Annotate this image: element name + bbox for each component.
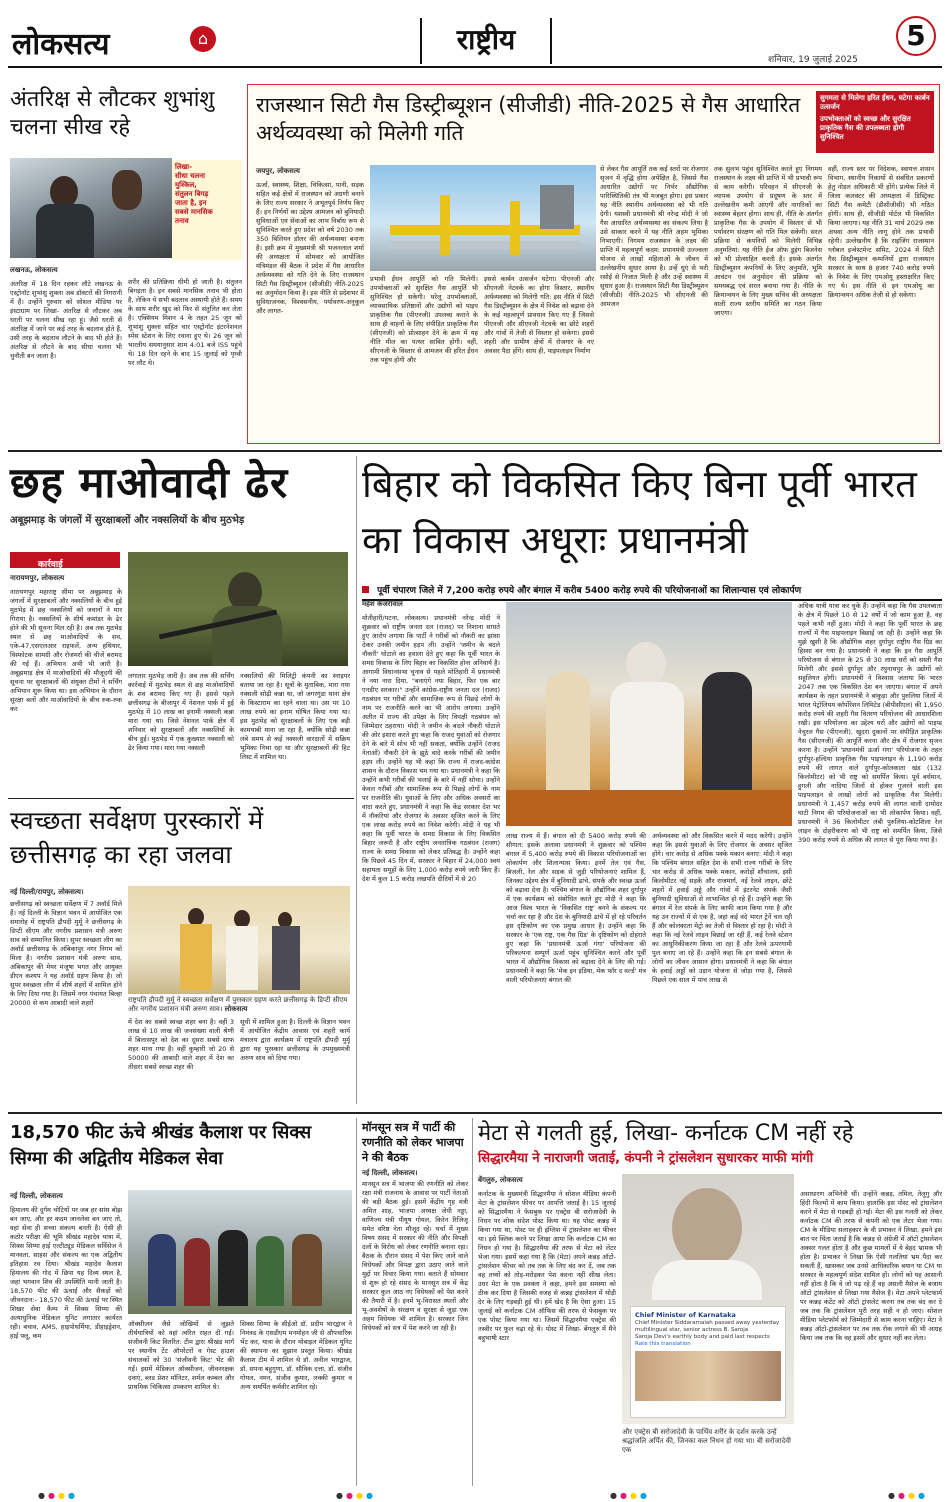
brand-name: लोकसत्य bbox=[12, 27, 110, 62]
bullet-square-icon bbox=[362, 586, 369, 593]
section-title: राष्ट्रीय bbox=[420, 18, 552, 64]
meta-headline: मेटा से गलती हुई, लिखा- कर्नाटक CM नहीं रहे bbox=[478, 1121, 854, 1146]
cgd-bullet: सुगमता से मिलेगा हरित ईंधन, घटेगा कार्बन उत्सर्जन bbox=[820, 94, 930, 111]
masthead bbox=[8, 8, 942, 70]
bjp-col1: मानसून सत्र में भाजपा की रणनीति को लेकर रक्षा मंत्री राजनाथ के आवास पर पार्टी नेताओं की बड़ी बैठक हुई। इसमें केंद्रीय गृह मंत्री अमित शाह, भाजपा अध्यक्ष जेपी नड्डा, वाणिज्य मंत्री पीयूष गोयल, किरेन रिजिजू समेत वरिष्ठ नेता मौजूद रहे। चर्चा में मुख्य विषय संसद में सरकार की नीति और विपक्षी दलों के विरोध को लेकर रणनीति बनाना रहा। बैठक के दौरान संसद में पेश किए जाने वाले विधेयकों और विपक्ष द्वारा उठाए जाने वाले मुद्दों पर विचार किया गया। बताते हैं सोमवार से शुरू हो रहे संसद के मानसून सत्र में केंद्र सरकार कुल आठ नए विधेयकों को पेश करने की तैयारी में है। इनमें भू-विरासत स्थलों और भू-अवशेषों के संरक्षण व सुरक्षा से जुड़ा एक अहम विधेयक भी शामिल है। सरकार जिन विधेयकों को सत्र में पेश करने जा रही है। bbox=[362, 1180, 468, 1332]
pm-col2: लाख राज्य में हैं। बंगाल को दी 5400 करोड़ रुपये की सौगात: इसके अलावा प्रधानमंत्री ने शुक्रवार को पश्चिम बंगाल में 5,400 करोड़ रुपये की विकास परियोजनाओं का लोकार्पण और शिलान्यास किया। इनमें तेल एवं गैस, बिजली, रेल और सड़क से जुड़ी परियोजनाएं शामिल हैं, जिनका उद्देश्य क्षेत्र में बुनियादी ढांचे, संपर्क और स्वच्छ ऊर्जा को बढ़ावा देना है। पश्चिम बंगाल के औद्योगिक शहर दुर्गापुर में एक कार्यक्रम को संबोधित करते हुए मोदी ने कहा कि आज विश्व भारत के 'विकसित राष्ट्र' बनने के संकल्प पर चर्चा कर रहा है और देश के बुनियादी ढांचे में हो रहे परिवर्तन इस दृष्टिकोण का एक प्रमुख आधार है। उन्होंने कहा कि सरकार के 'एक राष्ट्र, एक गैस ग्रिड' के दृष्टिकोण को दोहराते हुए कहा कि 'प्रधानमंत्री ऊर्जा गंगा' परियोजना की परिकल्पना सम्पूर्ण ऊर्जा पहुंच सुनिश्चित करने और पूर्वी भारत में औद्योगिक विकास को बढ़ावा देने के लिए की गई। प्रधानमंत्री ने कहा कि 'मेक इन इंडिया, मेक फॉर द वर्ल्ड' मंत्र वाली परियोजनाएं बंगाल की bbox=[506, 832, 646, 984]
space-dateline: लखनऊ, लोकसत्य bbox=[10, 266, 58, 274]
shrikhand-headline: 18,570 फीट ऊंचे श्रीखंड कैलाश पर सिक्स सिग्मा की अद्वितीय मेडिकल सेवा bbox=[10, 1122, 312, 1169]
page-number-badge: 5 bbox=[896, 16, 936, 56]
cgd-col1: ऊर्जा, स्वास्थ्य, शिक्षा, चिकित्सा, पानी, सड़क सहित कई क्षेत्रों में राजस्थान को अग्रणी बनाने के लिए राज्य सरकार ने अभूतपूर्व निर्णय किए हैं। इन निर्णयों का उद्देश्य आमजन को बुनियादी सुविधाओं एवं सेवाओं का लाभ निर्बाध रूप से सुनिश्चित करते हुए प्रदेश को वर्ष 2030 तक 350 बिलियन डॉलर की अर्थव्यवस्था बनाना है। इसी क्रम में मुख्यमंत्री श्री भजनलाल शर्मा की अध्यक्षता में सोमवार को आयोजित मंत्रिमंडल की बैठक ने प्रदेश में गैस आधारित अर्थव्यवस्था को गति देने के लिए राजस्थान सिटी गैस डिस्ट्रीब्यूशन (सीजीडी) नीति-2025 का अनुमोदन किया है। इस नीति से प्रदेशभर में सुविधाजनक, विश्वसनीय, पर्यावरण-अनुकूल और लागत- bbox=[256, 181, 364, 315]
space-callout-line: लिखा- bbox=[175, 163, 193, 171]
space-callout-line: सबसे मानसिक bbox=[175, 208, 213, 216]
page-date: शनिवार, 19 जुलाई 2025 bbox=[768, 55, 858, 65]
story-space bbox=[10, 86, 242, 367]
swachh-caption: राष्ट्रपति द्रौपदी मुर्मू ने स्वच्छता सर्वेक्षण में पुरस्कार ग्रहण करते छत्तीसगढ़ के डिप्टी सीएम और नगरीय प्रशासन मंत्री अरुण साव। लोकसत्य bbox=[128, 996, 348, 1013]
cgd-col6: वहीं, राज्य स्तर पर निदेशक, स्वायत्त शासन विभाग, स्थानीय निकायों से संबंधित प्रकरणों हेतु नोडल अधिकारी भी होंगे। प्रत्येक जिले में जिला कलक्टर की अध्यक्षता में डिस्ट्रिक्ट सिटी गैस कमेटी (डीसीजीसी) भी गठित होगी। साथ ही, सीजीडी पोर्टल भी विकसित किया जाएगा। यह नीति 31 मार्च 2029 तक अथवा अन्य नीति लागू होने तक प्रभावी रहेगी। उल्लेखनीय है कि राइजिंग राजस्थान ग्लोबल इन्वेस्टमेन्ट समिट, 2024 में सिटी गैस डिस्ट्रीब्यूशन कम्पनियों द्वारा राजस्थान सरकार के साथ 8 हजार 740 करोड़ रुपये के निवेश के लिए एमओयू हस्ताक्षरित किए गए थे। इस नीति से इन एमओयू का क्रियान्वयन अधिक तेजी से हो सकेगा। bbox=[828, 165, 934, 299]
story-meta bbox=[478, 1120, 942, 1486]
meta-fb-post bbox=[630, 1306, 786, 1418]
maoist-col2: लगातार मुठभेड़ जारी है। अब तक की सर्चिंग कार्रवाई में मुठभेड़ स्थल से छह माओवादियों के शव बरामद किए गए हैं। इससे पहले छत्तीसगढ़ के बीजापुर में नेशनल पार्क में हुई मुठभेड़ में 10 लाख का इनामी नक्सली कन्ना मारा गया था। जिसे नेशनल पार्क क्षेत्र में शनिवार को सुरक्षाबलों और नक्सलियों के बीच हुई। मुठभेड़ में एक कुख्यात नक्सली को ढेर किया गया। मारा गया नक्सली bbox=[128, 672, 234, 752]
brand-logo bbox=[12, 22, 222, 62]
space-callout-line: मुश्किल, bbox=[175, 181, 197, 189]
meta-dateline: बेंगलुरु, लोकसत्य bbox=[478, 1176, 523, 1184]
maoist-dateline: नारायणपुर, लोकसत्य bbox=[10, 574, 65, 582]
meta-fb-line: Chief Minister Siddaramaiah passed away yesterday bbox=[635, 1320, 780, 1326]
pm-photo-rally bbox=[506, 602, 792, 826]
swachh-photo-award bbox=[128, 886, 350, 994]
space-photo bbox=[10, 158, 172, 258]
shrikhand-col2: ऑक्सीजन जैसे जोखिमों से जूझते तीर्थयात्रियों को वहां त्वरित राहत दी गई। संजीवनी किट वितरित: टीम द्वारा श्रीखंड मार्ग पर स्थानीय टेंट ऑपरेटरों व गेस्ट हाउस संचालकों को 30 'संजीवनी किट' भेंट की गईं। इसमें मेडिकल ऑक्सीजन, जीवनरक्षक दवाएं, ब्लड प्रेशर मॉनिटर, शर्मल कम्बल और प्राथमिक चिकित्सा उपकरण शामिल थे। bbox=[128, 1320, 234, 1391]
shrikhand-dateline: नई दिल्ली, लोकसत्य bbox=[10, 1192, 63, 1200]
space-body-col1: अंतरिक्ष में 18 दिन रहकर लौटे लखनऊ के एस्ट्रोनॉट शुभांशु शुक्ला अब डॉक्टरों की निगरानी में हैं। उन्होंने गुरुवार को सोशल मीडिया पर इंस्टाग्राम पर लिखा- अंतरिक्ष से लौटकर अब धरती पर चलना सीख रहा हूं। जैसे धरती से अंतरिक्ष में जाने पर कई तरह के बदलाव होते हैं, उसी तरह के बदलाव लौटने के बाद भी होते हैं। अंतरिक्ष से लौटने के बाद सीधा चलना भी चुनौती बन जाता है। bbox=[10, 280, 122, 360]
space-body-col2: शरीर की प्रतिक्रिया धीमी हो जाती है। संतुलन बिगड़ता है। इन सबसे मानसिक तनाव भी होता है, लेकिन ये सभी बदलाव अस्थायी होते हैं। समय के साथ शरीर खुद को फिर से संतुलित कर लेता है। एक्सियम मिशन 4 के तहत 25 जून को शुभांशु शुक्ला सहित चार एस्ट्रोनॉट इंटरनेशनल स्पेस स्टेशन के लिए रवाना हुए थे। 26 जून को भारतीय समयानुसार शाम 4:01 बजे ISS पहुंचे थे। 18 दिन रहने के बाद 15 जुलाई को पृथ्वी पर लौट थे। bbox=[128, 278, 242, 367]
maoist-headline: छह माओवादी ढेर bbox=[10, 458, 289, 507]
cgd-col5: तक सुलभ पहुंच सुनिश्चित करते हुए निगमय राजस्थान के लक्ष्य की प्राप्ति में भी प्रभावी रूप से काम करेगी। परिवहन में सीएनजी के व्यापक उपयोग से प्रदूषण के स्तर में उल्लेखनीय कमी आएगी और नागरिकों का स्वास्थ्य बेहतर होगा। साथ ही, नीति के अंतर्गत प्राकृतिक गैस के उपयोग में विस्तार से भी पर्यावरण संरक्षण को गति मिल सकेगी। सरल प्रक्रिया से कंपनियों को मिलेगी विभिन्न अनुमतियां: यह नीति ईज ऑफ डूइंग बिजनेस को भी प्रोत्साहित करती है। इसके अंतर्गत डिस्ट्रीब्यूशन कंपनियों के लिए अनुमति, भूमि आवंटन एवं अनुमोदन की प्रक्रिया को समयबद्ध एवं सरल बनाया गया है। नीति के क्रियान्वयन के लिए मुख्य सचिव की अध्यक्षता वाली राज्य स्तरीय समिति का गठन किया जाएगा। bbox=[714, 165, 822, 317]
pm-col3: अर्थव्यवस्था को और विकसित करने में मदद करेंगी। उन्होंने कहा कि इससे युवाओं के लिए रोजगार के अवसर सृजित होंगे। चार करोड़ से अधिक पक्के मकान बनाए: मोदी ने कहा कि पश्चिम बंगाल सहित देश के सभी राज्य गरीबों के लिए चार करोड़ से अधिक पक्के मकान, करोड़ों शौचालय, इसी किलोमीटर नई सड़कें और राजमार्ग, नई रेलवे लाइन, छोटे शहरों में हवाई अड्डे और गांवों में इंटरनेट संपर्क जैसी बुनियादी सुविधाओं से लाभान्वित हो रहे हैं। उन्होंने कहा कि बंगाल में रेल संपर्क के लिए काफी काम किया गया है और यह उन राज्यों में से एक है, जहां कई वंदे भारत ट्रेनें चल रही हैं और कोलकाता मेट्रो का तेजी से विस्तार हो रहा है। मोदी ने कहा कि नई रेलवे लाइन बिछाई जा रही हैं, कई रेलवे स्टेशन का आधुनिकीकरण किया जा रहा है और रेलवे ऊपरगामी पुल बनाए जा रहे हैं। उन्होंने कहा कि इन सबसे बंगाल के लोगों का जीवन आसान होगा। प्रधानमंत्री ने कहा कि बंगाल के हवाई अड्डों को उड़ान योजना से जोड़ा गया है, जिससे पिछले एक साल में पांच लाख से bbox=[652, 832, 792, 984]
cgd-photo-gas-pipeline bbox=[370, 165, 596, 271]
pm-headline: बिहार को विकसित किए बिना पूर्वी भारत का विकास अधूराः प्रधानमंत्री bbox=[362, 462, 917, 562]
story-swachh bbox=[10, 804, 350, 1104]
meta-col1: कर्नाटक के मुख्यमंत्री सिद्धारमैया ने सोशल मीडिया कंपनी मेटा के ट्रांसलेशन फीचर पर आपत्ति जताई है। 15 जुलाई को सिद्धारमैया ने फेसबुक पर एक्ट्रेस बी सरोजादेवी के निधन पर शोक संदेश पोस्ट किया था। यह पोस्ट कन्नड़ में किया गया था, पोस्ट पर ही इंग्लिश में ट्रांसलेशन का फीचर था। इसे क्लिक करने पर लिखा आया कि कर्नाटक CM का निधन हो गया है। सिद्धारमैया की तरफ से मेटा को लेटर भेजा गया। इसमें कहा गया है कि (मेटा) अपने कन्नड़ ऑटो-ट्रांसलेशन फीचर को तब तक के लिए बंद कर दें, जब तक वह तथ्यों को तोड़-मरोड़कर पेश करना नहीं सीख लेता। उधर मेटा के एक प्रवक्ता ने कहा, हमने इस समस्या को ठीक कर दिया है जिसकी वजह से कन्नड़ ट्रांसलेशन में थोड़ी देर के लिए गड़बड़ी हुई थी। हमें खेद है कि ऐसा हुआ। 15 जुलाई को कर्नाटक CM ऑफिस की तरफ से फेसबुक पर एक पोस्ट किया गया था। जिसमें सिद्धारमैया एक्ट्रेस की तस्वीर पर फूल चढ़ा रहे थे। पोस्ट में लिखा- बेंगलुरु में मैंने बहुभाषी स्टार bbox=[478, 1190, 616, 1342]
space-headline: अंतरिक्ष से लौटकर शुभांशु चलना सीख रहे bbox=[10, 87, 215, 140]
home-icon: ⌂ bbox=[190, 26, 216, 52]
space-callout-line: तनाव bbox=[175, 217, 189, 225]
space-callout bbox=[172, 160, 242, 260]
meta-fb-author: Chief Minister of Karnataka bbox=[635, 1311, 736, 1319]
meta-caption: और एक्ट्रेस बी सरोजादेवी के पार्थिव शरीर के दर्शन करके उन्हें श्रद्धांजलि अर्पित की, जिनका कल निधन हो गया था। बी सरोजादेवी एक bbox=[622, 1428, 791, 1454]
maoist-tag: कार्रवाई bbox=[10, 552, 120, 568]
cgd-bullets bbox=[816, 91, 934, 153]
swachh-col2: में देश का सबसे स्वच्छ शहर बना है। वहीं 3 लाख से 10 लाख की जनसंख्या वाली श्रेणी में बिलासपुर को देश का दूसरा सबसे साफ शहर माना गया है। वहीं कुम्हारी जो 20 से 50000 की आबादी वाले शहर में देश का तीसरा सबसे स्वच्छ शहर की bbox=[128, 1018, 234, 1071]
swachh-dateline: नई दिल्ली/रायपुर, लोकसत्य। bbox=[10, 888, 84, 896]
bjp-headline: मॉनसून सत्र में पार्टी की रणनीति को लेकर भाजपा ने की बैठक bbox=[362, 1121, 464, 1164]
pm-col1: मोतीहारी/पटना, लोकसत्य। प्रधानमंत्री नरेन्द्र मोदी ने शुक्रवार को राष्ट्रीय जनता दल (राजद) पर निशाना साधते हुए आरोप लगाया कि पार्टी ने गरीबों को नौकरी का झांसा देकर उनकी जमीन हड़प ली। उन्होंने 'जमीन के बदले नौकरी' घोटाले का हवाला देते हुए कहा कि पूर्वी भारत के समग्र विकास के लिए बिहार का विकसित होना अनिवार्य है। आगामी विधानसभा चुनाव से पहले मोतिहारी में प्रधानमंत्री ने नया नारा दिया, "बनाएंगे नया बिहार, फिर एक बार एनडीए सरकार।" उन्होंने कांग्रेस-राष्ट्रीय जनता दल (राजद) गठबंधन पर गरीबों और सामाजिक रूप से पिछड़े लोगों के नाम पर राजनीति करने का भी आरोप लगाया। उन्होंने अतीत में राज्य की उपेक्षा के लिए विपक्षी गठबंधन को जिम्मेदार ठहराया। मोदी ने जमीन के बदले नौकरी घोटाले की ओर इशारा करते हुए कहा कि राजद युवाओं को रोजगार देने के बारे में सोच भी नहीं सकता, क्योंकि उन्होंने (राजद नेताओं) नौकरी देने के झूठे वादे करके गरीबों की जमीन हड़प ली। उन्होंने यह भी कहा कि राज्य में राजद-कांग्रेस शासन के दौरान विकास थम गया था। प्रधानमंत्री ने कहा कि उन्होंने कभी गरीबों की भलाई के बारे में नहीं सोचा। उन्होंने केवल गरीबों और सामाजिक रूप से पिछड़े लोगों के नाम पर राजनीति की। युवाओं के लिए और अधिक अवसरों का वादा करते हुए, प्रधानमंत्री ने कहा कि केंद्र सरकार देश भर में नौकरियां और रोजगार के अवसर सृजित करने के लिए एक लाख करोड़ रुपये का निवेश करेगी। मोदी ने यह भी कहा कि पूर्वी भारत के समग्र विकास के लिए विकसित बिहार जरूरी है और राष्ट्रीय जनतांत्रिक गठबंधन (राजग) राज्य के समग्र विकास को लेकर प्रतिबद्ध है। उन्होंने कहा कि पिछले 45 दिन में, सरकार ने बिहार में 24,000 स्वयं सहायता समूहों के लिए 1,000 करोड़ रुपये जारी किए हैं। देश में कुल 1.5 करोड़ लखपति दीदियों में से 20 bbox=[362, 614, 500, 883]
swachh-col1: छत्तीसगढ़ को स्वच्छता सर्वेक्षण में 7 अवॉर्ड मिले हैं। नई दिल्ली के विज्ञान भवन में आयोजित एक समारोह में राष्ट्रपति द्रौपदी मुर्मू ने छत्तीसगढ़ के डिप्टी सीएम और नगरीय प्रशासन मंत्री अरुण साव को सम्मानित किया। सुपर स्वच्छता लीग का अवॉर्ड छत्तीसगढ़ के अंबिकापुर नगर निगम को मिला है। नगरीय प्रशासन मंत्री अरुण साव, अंबिकापुर की मेयर मंजूषा भगत और आयुक्त डीएन कश्यप ने यह अवॉर्ड ग्रहण किया है। जो सुपर स्वच्छता लीग में शीर्ष शहरों में शामिल होने के लिए दिया गया है। जिसमें नगर पंचायत बिल्हा 20000 से कम आबादी वाले शहरों bbox=[10, 900, 122, 1007]
space-callout-line: जाता है, इन bbox=[175, 199, 207, 207]
story-maoist bbox=[10, 456, 350, 796]
footer-color-marks: ● ● ● ● ● ● ● ● ● ● ● ● ● ● ● ● bbox=[38, 1491, 925, 1500]
shrikhand-col1: हिमालय की दुर्गम चोटियों पर जब हर सांस बोझ बन जाए, और हर कदम जानलेवा बन जाए तो, वहां सेवा ही सच्चा संकल्प बनती है। ऐसी ही कठोर परीक्षा की भूमि श्रीखंड महादेव यात्रा में, सिक्स सिग्मा हाई एल्टीट्यूड मेडिकल सर्विसेज ने मानवता, साहस और संकल्प का एक अद्वितीय इतिहास रच दिया। श्रीखंड महादेव कैलाश हिमालय की गोद में छिपा यह दिव्य स्थल है, जहां भगवान शिव की उपस्थिति मानी जाती है। 18,570 फीट की ऊंचाई और सैकड़ों को जीवनदान:- 18,570 फीट की ऊंचाई पर स्थित शिखर सेवा कैम्प में सिक्स सिग्मा की अत्याधुनिक मेडिकल यूनिट लगातार कार्यरत रही। बचाव, AMS, हाइपोथर्मिया, डीहाइड्रेशन, हाई फ्लू, कम bbox=[10, 1206, 122, 1340]
pm-subhead: पूर्वी चंपारण जिले में 7,200 करोड़ रुपये और बंगाल में करीब 5400 करोड़ रुपये की परियोजनाओं का शिलान्यास एवं लोकार्पण bbox=[362, 578, 942, 601]
cgd-col3: इससे कार्बन उत्सर्जन घटेगा। पीएनजी और सीएनजी नेटवर्क का होगा विस्तार, स्थानीय अर्थव्यवस्था को मिलेगी गति: इस नीति में सिटी गैस डिस्ट्रीब्यूशन के क्षेत्र में निवेश को बढ़ावा देने के कई महत्वपूर्ण प्रावधान किए गए हैं जिससे पीएनजी और सीएनजी नेटवर्क का छोटे शहरों और गांवों में तेजी से विस्तार हो सकेगा। इससे शहरी और ग्रामीण क्षेत्रों में रोजगार के नए अवसर पैदा होंगे। साथ ही, पाइपलाइन निर्माण bbox=[484, 275, 594, 355]
cgd-dateline: जयपुर, लोकसत्य bbox=[256, 167, 300, 175]
maoist-photo-soldiers bbox=[128, 552, 348, 666]
maoist-col1: नारायणपुर महाराष्ट्र सीमा पर अबूझमाड़ के जंगलों में सुरक्षाबलों और नक्सलियों के बीच हुई मुठभेड़ में छह नक्सलियों को जवानों ने मार गिराया है। नक्सलियों के शीर्ष कमांडर के ढेर होने की भी सूचना मिल रही है। अब तक मुठभेड़ स्थल से छह माओवादियों के शव, एके-47,एसएलआर राइफलें, अन्य हथियार, विस्फोटक सामग्री और रोजमर्रा की चीजें बरामद की गई हैं। अभियान अभी भी जारी है। अबूझमाड़ क्षेत्र में माओवादियों की मौजूदगी की सूचना पर सुरक्षाबलों की संयुक्त टीमों ने सर्चिंग अभियान शुरू किया था। इस अभियान के दौरान सुरक्षा बलों और माओवादियों के बीच रुक-रुक कर bbox=[10, 588, 122, 713]
pm-col4: अधिक यात्री यात्रा कर चुके हैं। उन्होंने कहा कि गैस उपलब्धता के क्षेत्र में पिछले 10 से 12 वर्षों में जो काम हुआ है, वह पहले कभी नहीं हुआ। मोदी ने कहा कि पूर्वी भारत के छह राज्यों में गैस पाइपलाइन बिछाई जा रही है। उन्होंने कहा कि मुझे खुशी है कि औद्योगिक शहर दुर्गापुर राष्ट्रीय गैस ग्रिड का हिस्सा बन गया है। प्रधानमंत्री ने कहा कि इन गैस आपूर्ति परियोजना से बंगाल के 25 से 30 लाख घरों को सस्ती गैस मिलेगी और इससे दुर्गापुर और रघुनाथपुर के उद्योगों को सहूलियत होगी। प्रधानमंत्री ने विश्वास जताया कि भारत 2047 तक एक विकसित देश बन जाएगा। बंगाल में अपने कार्यक्रम के तहत प्रधानमंत्री ने बांकुड़ा और पुरुलिया जिलों में भारत पेट्रोलियम कॉर्पोरेशन लिमिटेड (बीपीसीएल) की 1,950 करोड़ रुपये की शहरी गैस वितरण परियोजना की आधारशिला रखी। इस परियोजना का उद्देश्य घरों और उद्योगों को पाइप्ड नेचुरल गैस (पीएनजी), खुदरा दुकानों पर संपीड़ित प्राकृतिक गैस (सीएनजी) की आपूर्ति करना और क्षेत्र में रोजगार सृजन करना है। उन्होंने 'प्रधानमंत्री ऊर्जा गंगा' परियोजना के तहत दुर्गापुर-हल्दिया प्राकृतिक गैस पाइपलाइन के 1,190 करोड़ रुपये की लागत वाले दुर्गापुर-कोलकाता खंड (132 किलोमीटर) को भी राष्ट्र को समर्पित किया। पूर्व बर्धमान, हुगली और नादिया जिलों से होकर गुजरने वाली इस पाइपलाइन से लाखों लोगों को प्राकृतिक गैस मिलेगी। प्रधानमंत्री ने 1,457 करोड़ रुपये की लागत वाली दामोदर घाटी निगम की परियोजनाओं का भी लोकार्पण किया। वहीं, प्रधानमंत्री ने 36 किलोमीटर लंबी पुरुलिया-कोटशिला रेल लाइन के दोहरीकरण को भी राष्ट्र को समर्पित किया, जिसे 390 करोड़ रुपये से अधिक की लागत से पूरा किया गया है। bbox=[798, 602, 942, 844]
swachh-headline: स्वच्छता सर्वेक्षण पुरस्कारों में छत्तीसगढ़ का रहा जलवा bbox=[10, 806, 264, 869]
meta-fb-line: multilingual star, senior actress B. Saroja bbox=[635, 1327, 749, 1333]
meta-subhead: सिद्धारमैया ने नाराजगी जताई, कंपनी ने ट्रांसलेशन सुधारकर माफी मांगी bbox=[478, 1151, 814, 1166]
shrikhand-photo-team bbox=[128, 1190, 352, 1314]
cgd-col4: से लेकर गैस आपूर्ति तक कई स्तरों पर रोजगार सृजन में वृद्धि होगा अपेक्षित है, जिससे गैस आधारित उद्योगों पर निर्भर औद्योगिक पारिस्थितिकी तंत्र भी मजबूत होगा। इस प्रकार यह नीति स्थानीय अर्थव्यवस्था को भी गति देगी। यशस्वी प्रधानमंत्री श्री नरेन्द्र मोदी ने जो गैस आधारित अर्थव्यवस्था का संकल्प लिया है उसे साकार करने में यह नीति अहम भूमिका निभाएगी। निगमय राजस्थान के लक्ष्य की प्राप्ति में महत्वपूर्ण कदम: प्रधानमंत्री उज्ज्वला योजना से लाखों महिलाओं के जीवन में उल्लेखनीय सुधार आया है। उन्हें धुएं से भरी रसोई से निजात मिली है और उन्हें स्वास्थ्य में सुधार हुआ है। राजस्थान सिटी गैस डिस्ट्रीब्यूशन (सीजीडी) नीति-2025 भी सीएनजी की आमजन bbox=[600, 165, 708, 308]
story-bjp bbox=[362, 1120, 468, 1486]
swachh-caption-credit: लोकसत्य bbox=[224, 1005, 248, 1013]
story-shrikhand bbox=[10, 1120, 352, 1486]
meta-col3: असाधारण अभिनेत्री थीं। उन्होंने कन्नड़, तमिल, तेलुगु और हिंदी फिल्मों में काम किया। हालांकि इस पोस्ट को ट्रांसलेशन करने में मेटा से गड़बड़ी हो गई। मेटा की इस गलती को लेकर कर्नाटक CM की तरफ से कंपनी को एक लेटर भेजा गया। CM के मीडिया सलाहकार के वी प्रभाकर ने लिखा, हमने इस बात पर चिंता जताई है कि कन्नड़ से अंग्रेजी में ऑटो ट्रांसलेशन अक्सर गलत होता है और कुछ मामलों में ये बेहद भ्रामक भी होता है। प्रभाकर ने लिखा कि ऐसी गलतियां भ्रम पैदा कर सकती हैं, खासकर जब उनसे आधिकारिक बयान या CM या सरकार के महत्वपूर्ण संदेश शामिल हों। लोगों को यह आसानी नहीं होता है कि वे जो पढ़ रहे हैं वह असली मैसेज के बजाय ऑटो ट्रांसलेशन से लिखा गया मैसेज है। मेटा अपने प्लेटफार्म पर कन्नड़ कंटेंट को ऑटो ट्रांसलेट करना तब तक बंद कर दे जब तक कि ट्रांसलेशन पूरी तरह सही न हो जाए। सोशल मीडिया प्लेटफॉर्म को जिम्मेदारी से काम करना चाहिए। मेटा ने कन्नड़ ऑटो-ट्रांसलेशन पर तब तक रोक लगाने की भी आग्रह किया जब तक कि वह इसमें और सुधार नहीं कर लेता। bbox=[800, 1190, 942, 1342]
story-pm bbox=[362, 456, 942, 1110]
cgd-col2: प्रभावी ईंधन आपूर्ति को गति मिलेगी। उपभोक्ताओं को सुरक्षित गैस आपूर्ति भी सुनिश्चित हो सकेगी। घरेलू उपभोक्ताओं, व्यावसायिक प्रतिष्ठानों और उद्योगों को पाइप प्राकृतिक गैस (पीएनजी) उपलब्ध कराने के साथ ही वाहनों के लिए संपीड़ित प्राकृतिक गैस (सीएनजी) को प्रोत्साहन देने के क्रम में यह नीति मील का पत्थर साबित होगी। वहीं, सीएनजी के विस्तार से आमजन की हरित ईंधन तक पहुंच होगी और bbox=[370, 275, 478, 364]
meta-photo-cm bbox=[622, 1174, 794, 1424]
meta-fb-rate[interactable]: Rate this translation bbox=[635, 1341, 691, 1347]
maoist-subhead: अबूझमाड़ के जंगलों में सुरक्षाबलों और नक्सलियों के बीच मुठभेड़ bbox=[10, 515, 245, 526]
bjp-dateline: नई दिल्ली, लोकसत्य। bbox=[362, 1169, 418, 1177]
cgd-headline: राजस्थान सिटी गैस डिस्ट्रीब्यूशन (सीजीडी) नीति-2025 से गैस आधारित अर्थव्यवस्था को मिलेगी गति bbox=[256, 93, 801, 145]
swachh-col3: सूची में शामिल हुआ है। दिल्ली के विज्ञान भवन में आयोजित केंद्रीय आवास एवं शहरी कार्य मंत्रालय द्वारा कार्यक्रम में राष्ट्रपति द्रौपदी मुर्मू द्वारा यह पुरस्कार छत्तीसगढ़ के उपमुख्यमंत्री अरुण साव को दिया गया। bbox=[240, 1018, 350, 1062]
shrikhand-col3: सिक्स सिग्मा के सीईओ डॉ. प्रदीप भारद्वाज ने निमंत्रड के एसडीएम मनमोहन जी से औपचारिक भेंट कर, यात्रा के दौरान मोबाइल मेडिकल यूनिट की स्थापना का सुझाव प्रस्तुत किया। श्रीखंड कैलाश टीम में शामिल थे डॉ. अनील भारद्वाज, डॉ. सपना बहुगुणा, डॉ. सौविक दत्ता, डॉ. संजीव गोयल, नमन, संजीव कुमार, लक्की कुमार व अन्य समर्पित कर्मवीर शामिल रहे। bbox=[240, 1320, 352, 1391]
space-callout-line: सीधा चलना bbox=[175, 172, 205, 180]
pm-byline: महेश केजरीवाल bbox=[362, 600, 403, 608]
meta-fb-line: Saroja Devi's earthly body and paid last respects bbox=[635, 1334, 770, 1340]
cgd-bullet: उपभोक्ताओं को स्वच्छ और सुरक्षित प्राकृतिक गैस की उपलब्धता होगी सुनिश्चित bbox=[820, 115, 911, 141]
space-callout-line: संतुलन बिगड़ bbox=[175, 190, 209, 198]
maoist-col3: नक्सलियों की मिलिट्री कंपनी का स्नाइपर बताया जा रहा है। सूत्रों के मुताबिक, मारा गया नक्सली सोढ़ी कन्ना था, जो जगरगुंडा थाना क्षेत्र के किस्टाराम का रहने वाला था। उस पर 10 लाख रुपये का इनाम घोषित किया गया था। इस मुठभेड़ को सुरक्षाबलों के लिए एक बड़ी कामयाबी माना जा रहा है, क्योंकि सोढ़ी कन्ना लंबे समय से कई नक्सली वारदातों में सक्रिय भूमिका निभा रहा था और सुरक्षाबलों की हिट लिस्ट में शामिल था। bbox=[240, 672, 350, 761]
story-cgd bbox=[247, 84, 940, 444]
